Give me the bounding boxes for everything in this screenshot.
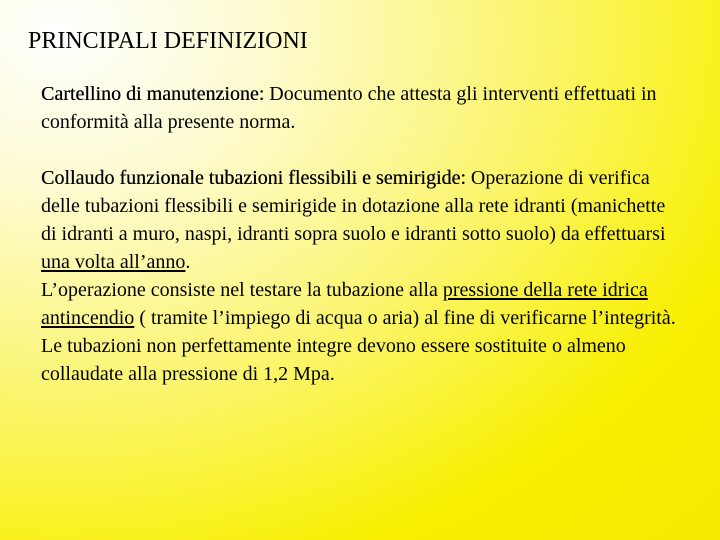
paragraph-spacer (41, 136, 681, 164)
slide-title: PRINCIPALI DEFINIZIONI (28, 28, 308, 54)
definition-term: Collaudo funzionale tubazioni flessibili e semirigide: (41, 167, 466, 189)
detail-text: L’operazione consiste nel testare la tubazione alla (41, 279, 443, 301)
definition-cartellino (41, 80, 681, 136)
definition-text: Operazione di verifica delle tubazioni flessibili e semirigide in dotazione alla rete idranti (manichette di idranti a muro, naspi, idranti sopra suolo e idranti sotto suolo) da effettuarsi (41, 167, 666, 245)
underlined-pressure: pressione della rete idrica antincendio (41, 279, 648, 329)
definition-text-end: . (185, 251, 191, 273)
slide-body (41, 80, 681, 388)
definition-text: Documento che attesta gli interventi effettuati in conformità alla presente norma. (41, 83, 657, 133)
definition-collaudo-detail (41, 276, 681, 388)
definition-collaudo (41, 164, 681, 276)
detail-text-end: ( tramite l’impiego di acqua o aria) al fine di verificarne l’integrità. Le tubazioni non perfettamente integre devono essere sostituite o almeno collaudate alla pressione di 1,2 Mpa. (41, 307, 676, 385)
definition-term: Cartellino di manutenzione: (41, 83, 265, 105)
underlined-frequency: una volta all’anno (41, 251, 186, 273)
